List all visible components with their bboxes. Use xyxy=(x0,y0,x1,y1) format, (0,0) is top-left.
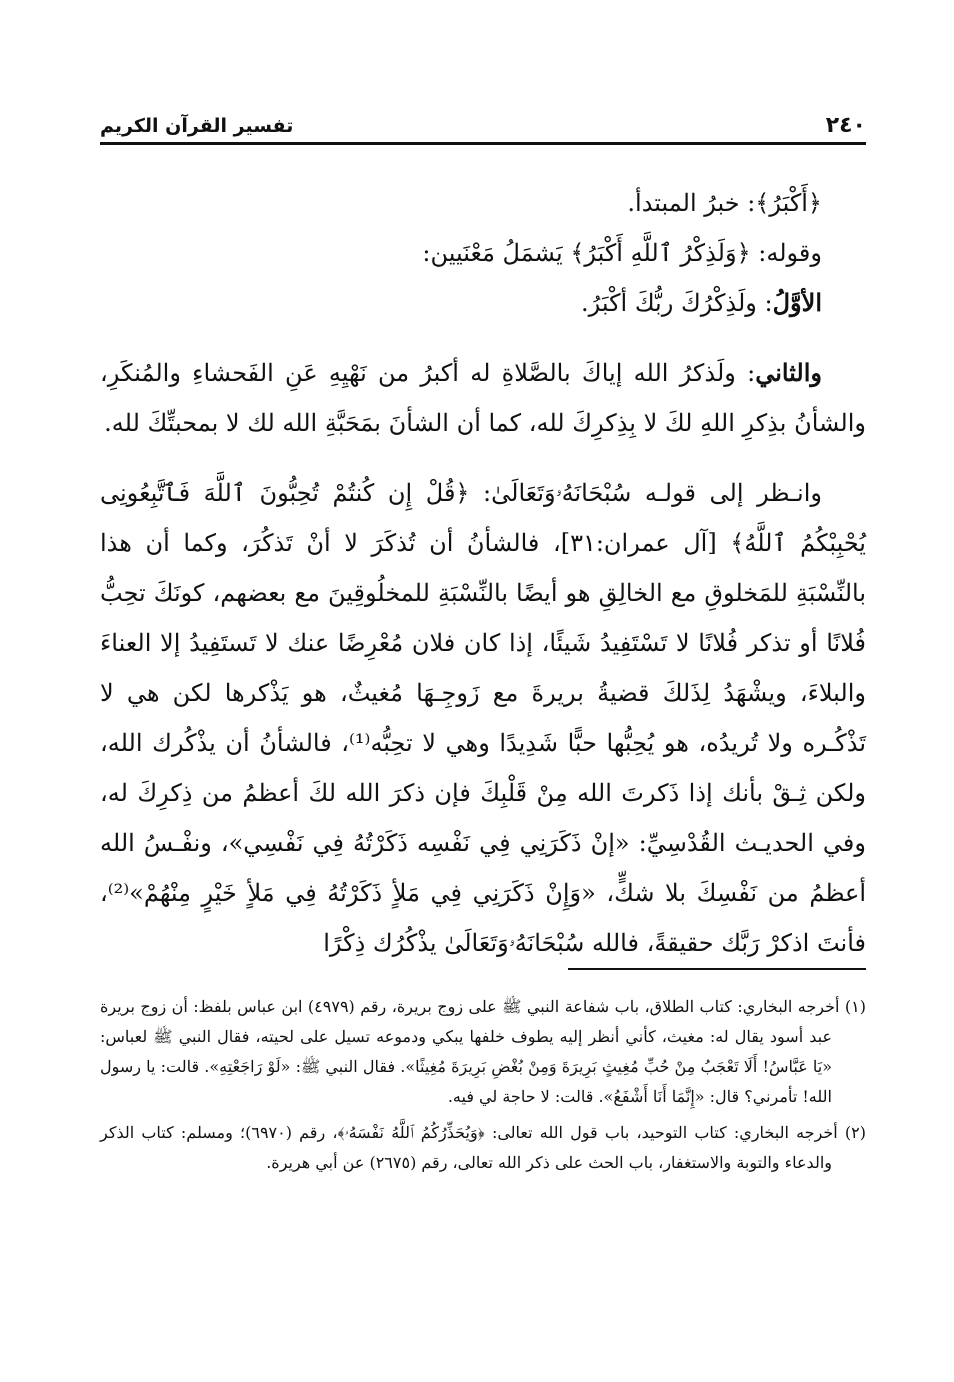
footnotes xyxy=(100,992,866,1184)
body-line-2: وقوله: ﴿وَلَذِكْرُ ٱللَّهِ أَكْبَرُ﴾ يَشمَلُ مَعْنَيين: xyxy=(422,239,822,267)
footnote-2: (٢) أخرجه البخاري: كتاب التوحيد، باب قول الله تعالى: ﴿وَيُحَذِّرُكُمُ ٱللَّهُ نَفْسَهُۥ﴾، رقم (٦٩٧٠)؛ ومسلم: كتاب الذكر والدعاء والتوبة والاستغفار، باب الحث على ذكر الله تعالى، رقم (٢٦٧٥) عن أبي هريرة. xyxy=(100,1123,866,1172)
running-header xyxy=(100,104,866,140)
first-meaning-text: : ولَذِكْرُكَ ربُّكَ أكْبَرُ. xyxy=(580,289,773,317)
body-paragraph-3: وانـظر إلى قولـه سُبْحَانَهُۥوَتَعَالَىٰ: ﴿قُلْ إِن كُنتُمْ تُحِبُّونَ ٱللَّهَ فَٱتَّبِعُونِى يُحْبِبْكُمُ ٱللَّهُ﴾ [آل عمران:٣١]، فالشأنُ أن تُذكَرَ لا أنْ تَذكُرَ، وكما أن هذا بالنِّسْبَةِ للمَخلوقِ مع الخالِقِ هو أيضًا بالنِّسْبَةِ للمخلُوقِينَ مع بعضهم، كونَكَ تحِبُّ فُلانًا أو تذكر فُلانًا لا تَسْتَفِيدُ شَيئًا، إذا كان فلان مُعْرِضًا عنك لا تَستَفِيدُ إلا العناءَ والبلاءَ، ويشْهَدُ لِذَلكَ قضيةُ بريرةَ مع زَوجِـهَا مُغيثٌ، هو يَذْكرها لكن هي لا تَذْكُـره ولا تُريدُه، هو يُحِبُّها حبًّا شَدِيدًا وهي لا تحِبُّه⁽¹⁾، فالشأنُ أن يذْكُرك الله، ولكن ثِـقْ بأنك إذا ذَكرتَ الله مِنْ قَلْبِكَ فإن ذكرَ الله لكَ أعظمُ من ذِكرِكَ له، وفي الحديـث القُدْسِيِّ: «إنْ ذَكَرَنِي فِي نَفْسِه ذَكَرْتُهُ فِي نَفْسِي»، ونفْـسُ الله أعظمُ من نَفْسِكَ بلا شكٍّ، «وَإِنْ ذَكَرَنِي فِي مَلأٍ ذَكَرْتُهُ فِي مَلأٍ خَيْرٍ مِنْهُمْ»⁽²⁾، فأنتَ اذكرْ رَبَّك حقيقةً، فالله سُبْحَانَهُۥوَتَعَالَىٰ يذْكُرُك ذِكْرًا xyxy=(100,479,866,957)
second-meaning-label: والثاني xyxy=(755,358,822,387)
footnote-1: (١) أخرجه البخاري: كتاب الطلاق، باب شفاعة النبي ﷺ على زوج بريرة، رقم (٤٩٧٩) ابن عباس بلفظ: أن زوج بريرة عبد أسود يقال له: مغيث، كأني أنظر إليه يطوف خلفها يبكي ودموعه تسيل على لحيته، فقال النبي ﷺ لعباس: «يَا عَبَّاسُ! أَلَا تَعْجَبُ مِنْ حُبِّ مُغِيثٍ بَرِيرَةَ وَمِنْ بُغْضِ بَرِيرَةَ مُغِيثًا». فقال النبي ﷺ: «لَوْ رَاجَعْتِهِ». قالت: يا رسول الله! تأمرني؟ قال: «إِنَّمَا أَنَا أَشْفَعُ». قالت: لا حاجة لي فيه. xyxy=(100,997,866,1106)
first-meaning-label: الأوَّلُ xyxy=(772,288,822,317)
body-paragraph-2 xyxy=(100,348,866,448)
book-title: تفسير القرآن الكريم xyxy=(100,115,294,137)
body-line-3 xyxy=(100,278,866,328)
second-meaning-text: : ولَذكرُ الله إياكَ بالصَّلاةِ له أكبرُ من نَهْيِهِ عَنِ الفَحشاءِ والمُنكَرِ، والشأنُ بذِكرِ اللهِ لكَ لا بِذِكرِكَ لله، كما أن الشأنَ بمَحَبَّةِ الله لك لا بمحبتِّكَ لله. xyxy=(100,359,866,437)
body-line-1: ﴿أَكْبَرُ﴾: خبرُ المبتدأ. xyxy=(627,189,822,217)
main-text xyxy=(100,178,866,968)
header-rule xyxy=(100,142,866,145)
page-number: ٢٤٠ xyxy=(825,113,866,138)
footnote-separator xyxy=(568,968,866,970)
